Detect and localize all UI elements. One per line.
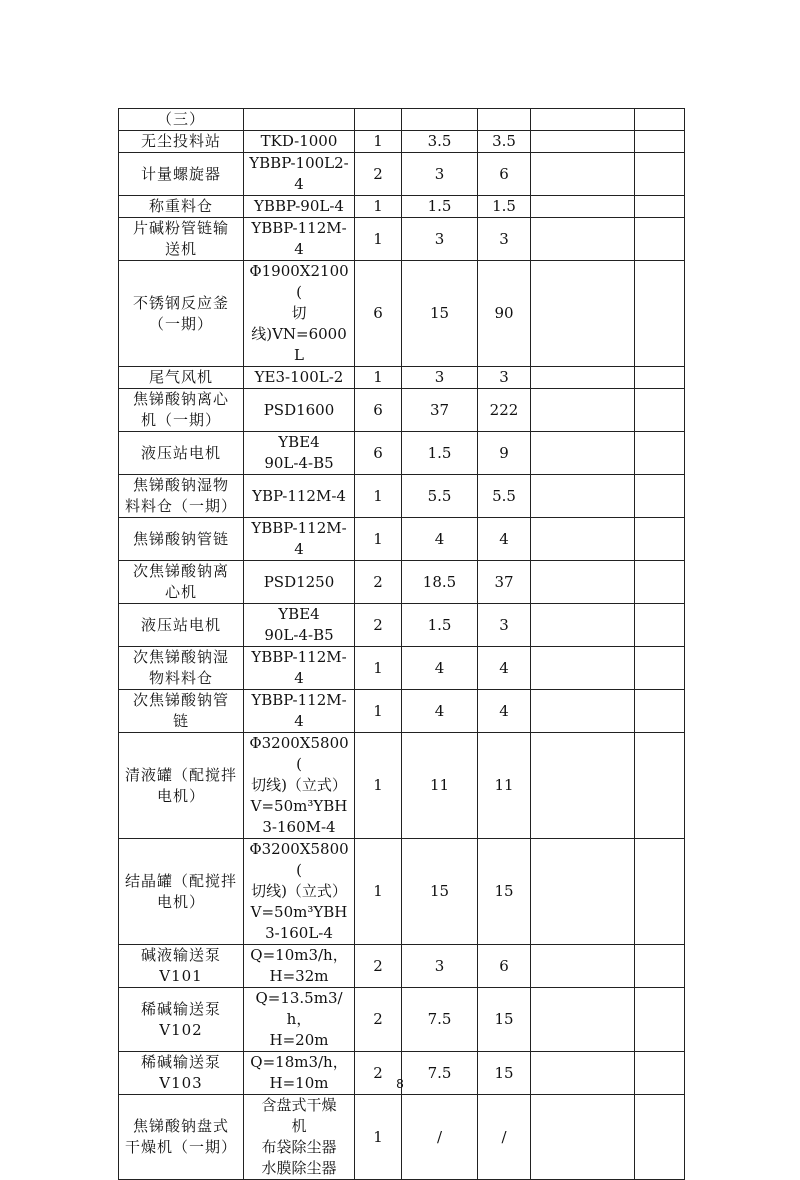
blank-cell: [635, 604, 685, 647]
table-row: [119, 945, 685, 988]
equipment-name-cell: （三）: [119, 109, 244, 131]
model-cell: YBBP-112M- 4: [244, 690, 355, 733]
quantity-cell: 2: [355, 988, 402, 1052]
blank-cell: [635, 153, 685, 196]
equipment-name-cell: 无尘投料站: [119, 131, 244, 153]
model-cell: Φ3200X5800( 切线)（立式） V=50m³YBH 3-160L-4: [244, 839, 355, 945]
table-row: [119, 389, 685, 432]
unit-power-cell: 3: [402, 153, 478, 196]
unit-power-cell: 3: [402, 367, 478, 389]
blank-cell: [635, 733, 685, 839]
blank-cell: [531, 367, 635, 389]
table-row: [119, 561, 685, 604]
unit-power-cell: 37: [402, 389, 478, 432]
quantity-cell: 1: [355, 367, 402, 389]
equipment-name-cell: 碱液输送泵 V101: [119, 945, 244, 988]
total-power-cell: 4: [478, 690, 531, 733]
equipment-name-cell: 尾气风机: [119, 367, 244, 389]
blank-cell: [531, 1095, 635, 1180]
equipment-name-cell: 液压站电机: [119, 604, 244, 647]
quantity-cell: 1: [355, 733, 402, 839]
blank-cell: [531, 432, 635, 475]
blank-cell: [635, 432, 685, 475]
table-row: [119, 1095, 685, 1180]
table-row: [119, 690, 685, 733]
blank-cell: [635, 367, 685, 389]
equipment-name-cell: 稀碱输送泵 V103: [119, 1052, 244, 1095]
table-row: [119, 218, 685, 261]
unit-power-cell: 3.5: [402, 131, 478, 153]
blank-cell: [635, 690, 685, 733]
quantity-cell: 1: [355, 839, 402, 945]
total-power-cell: 90: [478, 261, 531, 367]
unit-power-cell: 15: [402, 261, 478, 367]
total-power-cell: 6: [478, 945, 531, 988]
blank-cell: [635, 945, 685, 988]
table-row: [119, 839, 685, 945]
equipment-name-cell: 计量螺旋器: [119, 153, 244, 196]
table-row: [119, 196, 685, 218]
blank-cell: [635, 196, 685, 218]
total-power-cell: 3: [478, 604, 531, 647]
unit-power-cell: 18.5: [402, 561, 478, 604]
blank-cell: [635, 518, 685, 561]
model-cell: 含盘式干燥 机 布袋除尘器 水膜除尘器: [244, 1095, 355, 1180]
table-row: [119, 604, 685, 647]
total-power-cell: 11: [478, 733, 531, 839]
model-cell: Φ1900X2100( 切 线)VN=6000 L: [244, 261, 355, 367]
quantity-cell: 2: [355, 561, 402, 604]
model-cell: YBBP-112M- 4: [244, 518, 355, 561]
unit-power-cell: [402, 109, 478, 131]
unit-power-cell: 7.5: [402, 1052, 478, 1095]
unit-power-cell: 1.5: [402, 432, 478, 475]
total-power-cell: 6: [478, 153, 531, 196]
blank-cell: [531, 389, 635, 432]
model-cell: YBP-112M-4: [244, 475, 355, 518]
blank-cell: [531, 690, 635, 733]
blank-cell: [531, 153, 635, 196]
total-power-cell: 4: [478, 518, 531, 561]
quantity-cell: 1: [355, 131, 402, 153]
blank-cell: [531, 518, 635, 561]
model-cell: YBBP-112M- 4: [244, 218, 355, 261]
blank-cell: [635, 389, 685, 432]
blank-cell: [531, 131, 635, 153]
blank-cell: [635, 475, 685, 518]
blank-cell: [531, 218, 635, 261]
total-power-cell: 9: [478, 432, 531, 475]
blank-cell: [531, 988, 635, 1052]
equipment-name-cell: 次焦锑酸钠湿 物料料仓: [119, 647, 244, 690]
model-cell: PSD1600: [244, 389, 355, 432]
total-power-cell: 4: [478, 647, 531, 690]
quantity-cell: [355, 109, 402, 131]
model-cell: YBBP-90L-4: [244, 196, 355, 218]
model-cell: Q=10m3/h， H=32m: [244, 945, 355, 988]
blank-cell: [635, 1095, 685, 1180]
quantity-cell: 1: [355, 647, 402, 690]
table-row: [119, 518, 685, 561]
quantity-cell: 1: [355, 218, 402, 261]
unit-power-cell: /: [402, 1095, 478, 1180]
total-power-cell: 15: [478, 839, 531, 945]
blank-cell: [635, 109, 685, 131]
equipment-name-cell: 焦锑酸钠管链: [119, 518, 244, 561]
model-cell: YBBP-112M- 4: [244, 647, 355, 690]
quantity-cell: 1: [355, 196, 402, 218]
model-cell: Q=18m3/h， H=10m: [244, 1052, 355, 1095]
blank-cell: [531, 475, 635, 518]
table-row: [119, 475, 685, 518]
equipment-name-cell: 焦锑酸钠盘式 干燥机（一期）: [119, 1095, 244, 1180]
quantity-cell: 2: [355, 604, 402, 647]
total-power-cell: 3.5: [478, 131, 531, 153]
model-cell: YBBP-100L2- 4: [244, 153, 355, 196]
blank-cell: [635, 561, 685, 604]
unit-power-cell: 7.5: [402, 988, 478, 1052]
model-cell: YBE4 90L-4-B5: [244, 604, 355, 647]
quantity-cell: 2: [355, 945, 402, 988]
model-cell: Q=13.5m3/h， H=20m: [244, 988, 355, 1052]
table-row: [119, 109, 685, 131]
total-power-cell: [478, 109, 531, 131]
blank-cell: [531, 604, 635, 647]
table-row: [119, 153, 685, 196]
equipment-name-cell: 次焦锑酸钠管 链: [119, 690, 244, 733]
page-number: 8: [396, 1076, 404, 1091]
blank-cell: [635, 647, 685, 690]
table-row: [119, 988, 685, 1052]
model-cell: YBE4 90L-4-B5: [244, 432, 355, 475]
model-cell: TKD-1000: [244, 131, 355, 153]
blank-cell: [531, 733, 635, 839]
total-power-cell: 1.5: [478, 196, 531, 218]
model-cell: [244, 109, 355, 131]
model-cell: Φ3200X5800( 切线)（立式） V=50m³YBH 3-160M-4: [244, 733, 355, 839]
unit-power-cell: 3: [402, 945, 478, 988]
total-power-cell: 222: [478, 389, 531, 432]
unit-power-cell: 11: [402, 733, 478, 839]
quantity-cell: 1: [355, 518, 402, 561]
blank-cell: [531, 945, 635, 988]
quantity-cell: 1: [355, 690, 402, 733]
equipment-name-cell: 液压站电机: [119, 432, 244, 475]
equipment-name-cell: 焦锑酸钠离心 机（一期）: [119, 389, 244, 432]
total-power-cell: 3: [478, 367, 531, 389]
blank-cell: [635, 131, 685, 153]
table-row: [119, 261, 685, 367]
quantity-cell: 6: [355, 432, 402, 475]
unit-power-cell: 4: [402, 518, 478, 561]
quantity-cell: 6: [355, 261, 402, 367]
blank-cell: [531, 647, 635, 690]
table-row: [119, 733, 685, 839]
blank-cell: [531, 261, 635, 367]
blank-cell: [531, 839, 635, 945]
equipment-name-cell: 焦锑酸钠湿物 料料仓（一期）: [119, 475, 244, 518]
blank-cell: [531, 196, 635, 218]
quantity-cell: 1: [355, 475, 402, 518]
equipment-table-body: [119, 109, 685, 1180]
blank-cell: [531, 109, 635, 131]
equipment-name-cell: 片碱粉管链输 送机: [119, 218, 244, 261]
equipment-name-cell: 稀碱输送泵 V102: [119, 988, 244, 1052]
equipment-name-cell: 清液罐（配搅拌 电机）: [119, 733, 244, 839]
equipment-table: [118, 108, 685, 1180]
unit-power-cell: 3: [402, 218, 478, 261]
model-cell: PSD1250: [244, 561, 355, 604]
total-power-cell: 3: [478, 218, 531, 261]
table-row: [119, 647, 685, 690]
equipment-name-cell: 称重料仓: [119, 196, 244, 218]
quantity-cell: 1: [355, 1095, 402, 1180]
unit-power-cell: 4: [402, 647, 478, 690]
quantity-cell: 2: [355, 153, 402, 196]
equipment-name-cell: 不锈钢反应釜 （一期）: [119, 261, 244, 367]
blank-cell: [635, 218, 685, 261]
quantity-cell: 2: [355, 1052, 402, 1095]
table-row: [119, 131, 685, 153]
blank-cell: [635, 988, 685, 1052]
total-power-cell: 15: [478, 1052, 531, 1095]
blank-cell: [531, 561, 635, 604]
unit-power-cell: 5.5: [402, 475, 478, 518]
total-power-cell: 15: [478, 988, 531, 1052]
unit-power-cell: 4: [402, 690, 478, 733]
total-power-cell: 5.5: [478, 475, 531, 518]
total-power-cell: 37: [478, 561, 531, 604]
blank-cell: [635, 839, 685, 945]
model-cell: YE3-100L-2: [244, 367, 355, 389]
equipment-name-cell: 结晶罐（配搅拌 电机）: [119, 839, 244, 945]
quantity-cell: 6: [355, 389, 402, 432]
unit-power-cell: 1.5: [402, 196, 478, 218]
unit-power-cell: 1.5: [402, 604, 478, 647]
total-power-cell: /: [478, 1095, 531, 1180]
unit-power-cell: 15: [402, 839, 478, 945]
table-row: [119, 432, 685, 475]
blank-cell: [635, 261, 685, 367]
table-row: [119, 367, 685, 389]
equipment-name-cell: 次焦锑酸钠离 心机: [119, 561, 244, 604]
